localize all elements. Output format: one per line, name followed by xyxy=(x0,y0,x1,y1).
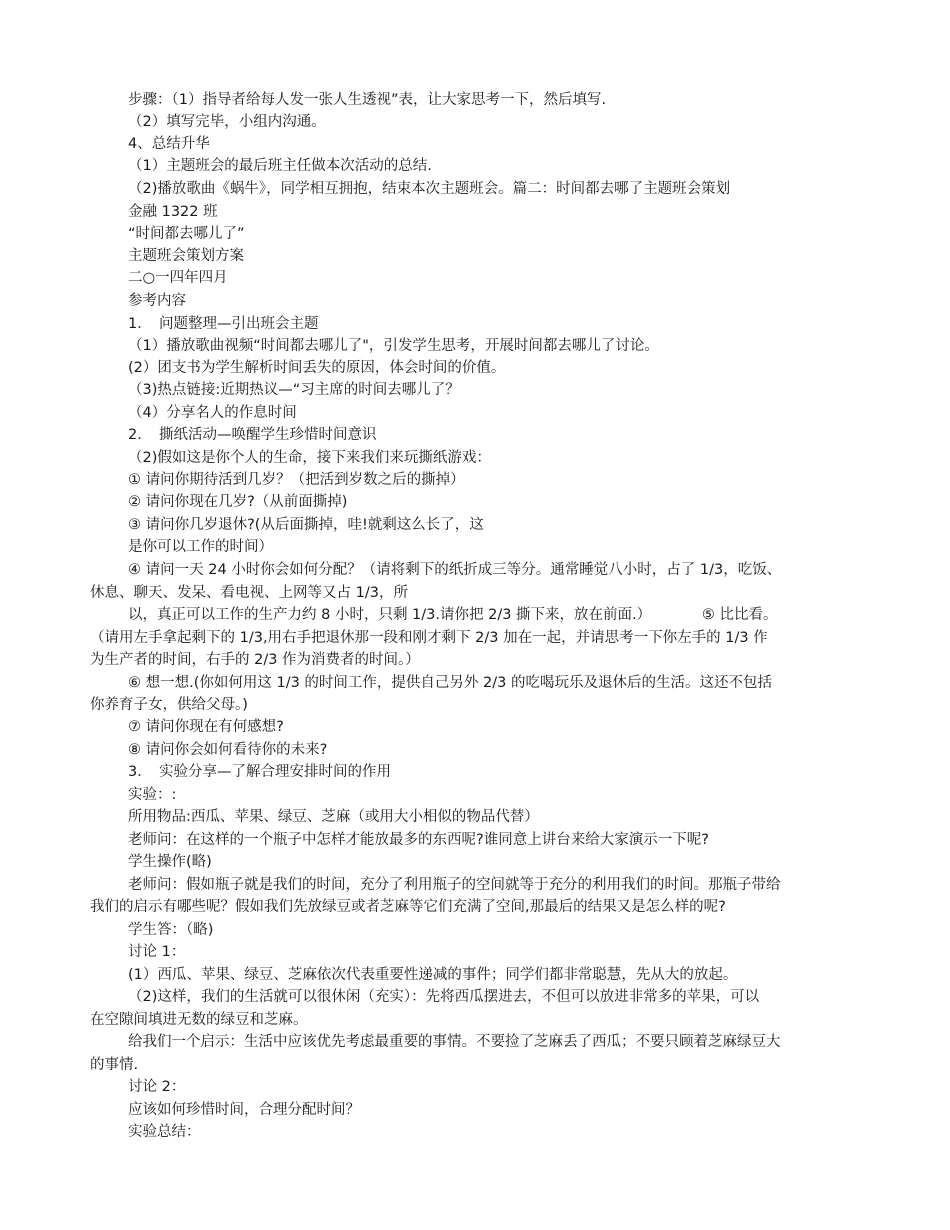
text-line: 应该如何珍惜时间，合理分配时间？ xyxy=(128,1102,360,1118)
text-line: 老师问：假如瓶子就是我们的时间，充分了利用瓶子的空间就等于充分的利用我们的时间。那瓶子带给 xyxy=(128,877,781,893)
text-line: 在空隙间填进无数的绿豆和芝麻。 xyxy=(90,1012,308,1028)
text-line: （请用左手拿起剩下的 1/3,用右手把退休那一段和刚才剩下 2/3 加在一起，并请思考一下你左手的 1/3 作 xyxy=(90,630,768,646)
text-line: ⑥ 想一想.(你如何用这 1/3 的时间工作，提供自己另外 2/3 的吃喝玩乐及退休后的生活。这还不包括 xyxy=(128,675,772,691)
text-line: （4）分享名人的作息时间 xyxy=(128,405,297,421)
text-line: 步骤：（1）指导者给每人发一张人生透视”表，让大家思考一下，然后填写. xyxy=(128,92,607,108)
text-line: 实验：: xyxy=(128,787,177,803)
text-line: （2）填写完毕，小组内沟通。 xyxy=(128,114,326,130)
section-heading: 1． 问题整理—引出班会主题 xyxy=(128,316,319,332)
text-line: （3)热点链接:近期热议—“习主席的时间去哪儿了？ xyxy=(128,382,460,398)
section-heading: 4、总结升华 xyxy=(128,136,210,152)
document-date: 二○一四年四月 xyxy=(128,270,228,286)
text-line: ⑦ 请问你现在有何感想? xyxy=(128,719,284,735)
text-line: 给我们一个启示：生活中应该优先考虑最重要的事情。不要捡了芝麻丢了西瓜；不要只顾着芝麻绿豆大 xyxy=(128,1034,781,1050)
text-line: 所用物品:西瓜、苹果、绿豆、芝麻（或用大小相似的物品代替） xyxy=(128,809,539,825)
text-line: ⑧ 请问你会如何看待你的未来? xyxy=(128,742,328,758)
section-heading: 2． 撕纸活动—唤醒学生珍惜时间意识 xyxy=(128,427,377,443)
text-line: 休息、聊天、发呆、看电视、上网等又占 1/3，所 xyxy=(90,585,408,601)
text-line: 学生操作(略) xyxy=(128,854,212,870)
text-line: （2)这样，我们的生活就可以很休闲（充实）：先将西瓜摆进去，不但可以放进非常多的苹果，可以 xyxy=(128,989,760,1005)
text-line: 老师问：在这样的一个瓶子中怎样才能放最多的东西呢?谁同意上讲台来给大家演示一下呢? xyxy=(128,832,709,848)
text-line: 实验总结： xyxy=(128,1124,201,1140)
text-line: 我们的启示有哪些呢？假如我们先放绿豆或者芝麻等它们充满了空间,那最后的结果又是怎么样的呢? xyxy=(90,899,726,915)
text-line: （1）主题班会的最后班主任做本次活动的总结. xyxy=(128,158,432,174)
text-line: （2)播放歌曲《蜗牛》，同学相互拥抱，结束本次主题班会。篇二：时间都去哪了主题班会策划 xyxy=(128,181,731,197)
document-title: “时间都去哪儿了” xyxy=(128,226,245,242)
text-line: (2）团支书为学生解析时间丢失的原因，体会时间的价值。 xyxy=(128,360,506,376)
text-line: 是你可以工作的时间） xyxy=(128,539,273,555)
text-line: ② 请问你现在几岁?（从前面撕掉) xyxy=(128,494,348,510)
text-line: 为生产者的时间，右手的 2/3 作为消费者的时间。） xyxy=(90,652,420,668)
text-line: 的事情. xyxy=(90,1057,139,1073)
section-heading: 3． 实验分享—了解合理安排时间的作用 xyxy=(128,764,391,780)
text-line: (1）西瓜、苹果、绿豆、芝麻依次代表重要性递减的事件；同学们都非常聪慧，先从大的放起。 xyxy=(128,967,738,983)
text-line: 讨论 2： xyxy=(128,1079,186,1095)
text-line: 你养育子女，供给父母。) xyxy=(90,697,248,713)
text-line: （2)假如这是你个人的生命，接下来我们来玩撕纸游戏： xyxy=(128,450,491,466)
text-line: ④ 请问一天 24 小时你会如何分配？（请将剩下的纸折成三等分。通常睡觉八小时，占了 1/3，吃饭、 xyxy=(128,562,782,578)
text-line: 学生答：（略) xyxy=(128,922,214,938)
text-line: （1）播放歌曲视频“时间都去哪儿了"，引发学生思考，开展时间都去哪儿了讨论。 xyxy=(128,338,659,354)
document-subtitle: 主题班会策划方案 xyxy=(128,248,244,264)
text-line: ③ 请问你几岁退休?(从后面撕掉，哇!就剩这么长了，这 xyxy=(128,517,484,533)
text-line: ① 请问你期待活到几岁？（把活到岁数之后的撕掉） xyxy=(128,472,465,488)
text-line: 以，真正可以工作的生产力约 8 小时，只剩 1/3.请你把 2/3 撕下来，放在前面.） ⑤ 比比看。 xyxy=(128,607,778,623)
text-line: 讨论 1： xyxy=(128,944,186,960)
text-line: 金融 1322 班 xyxy=(128,204,218,220)
section-heading: 参考内容 xyxy=(128,293,186,309)
